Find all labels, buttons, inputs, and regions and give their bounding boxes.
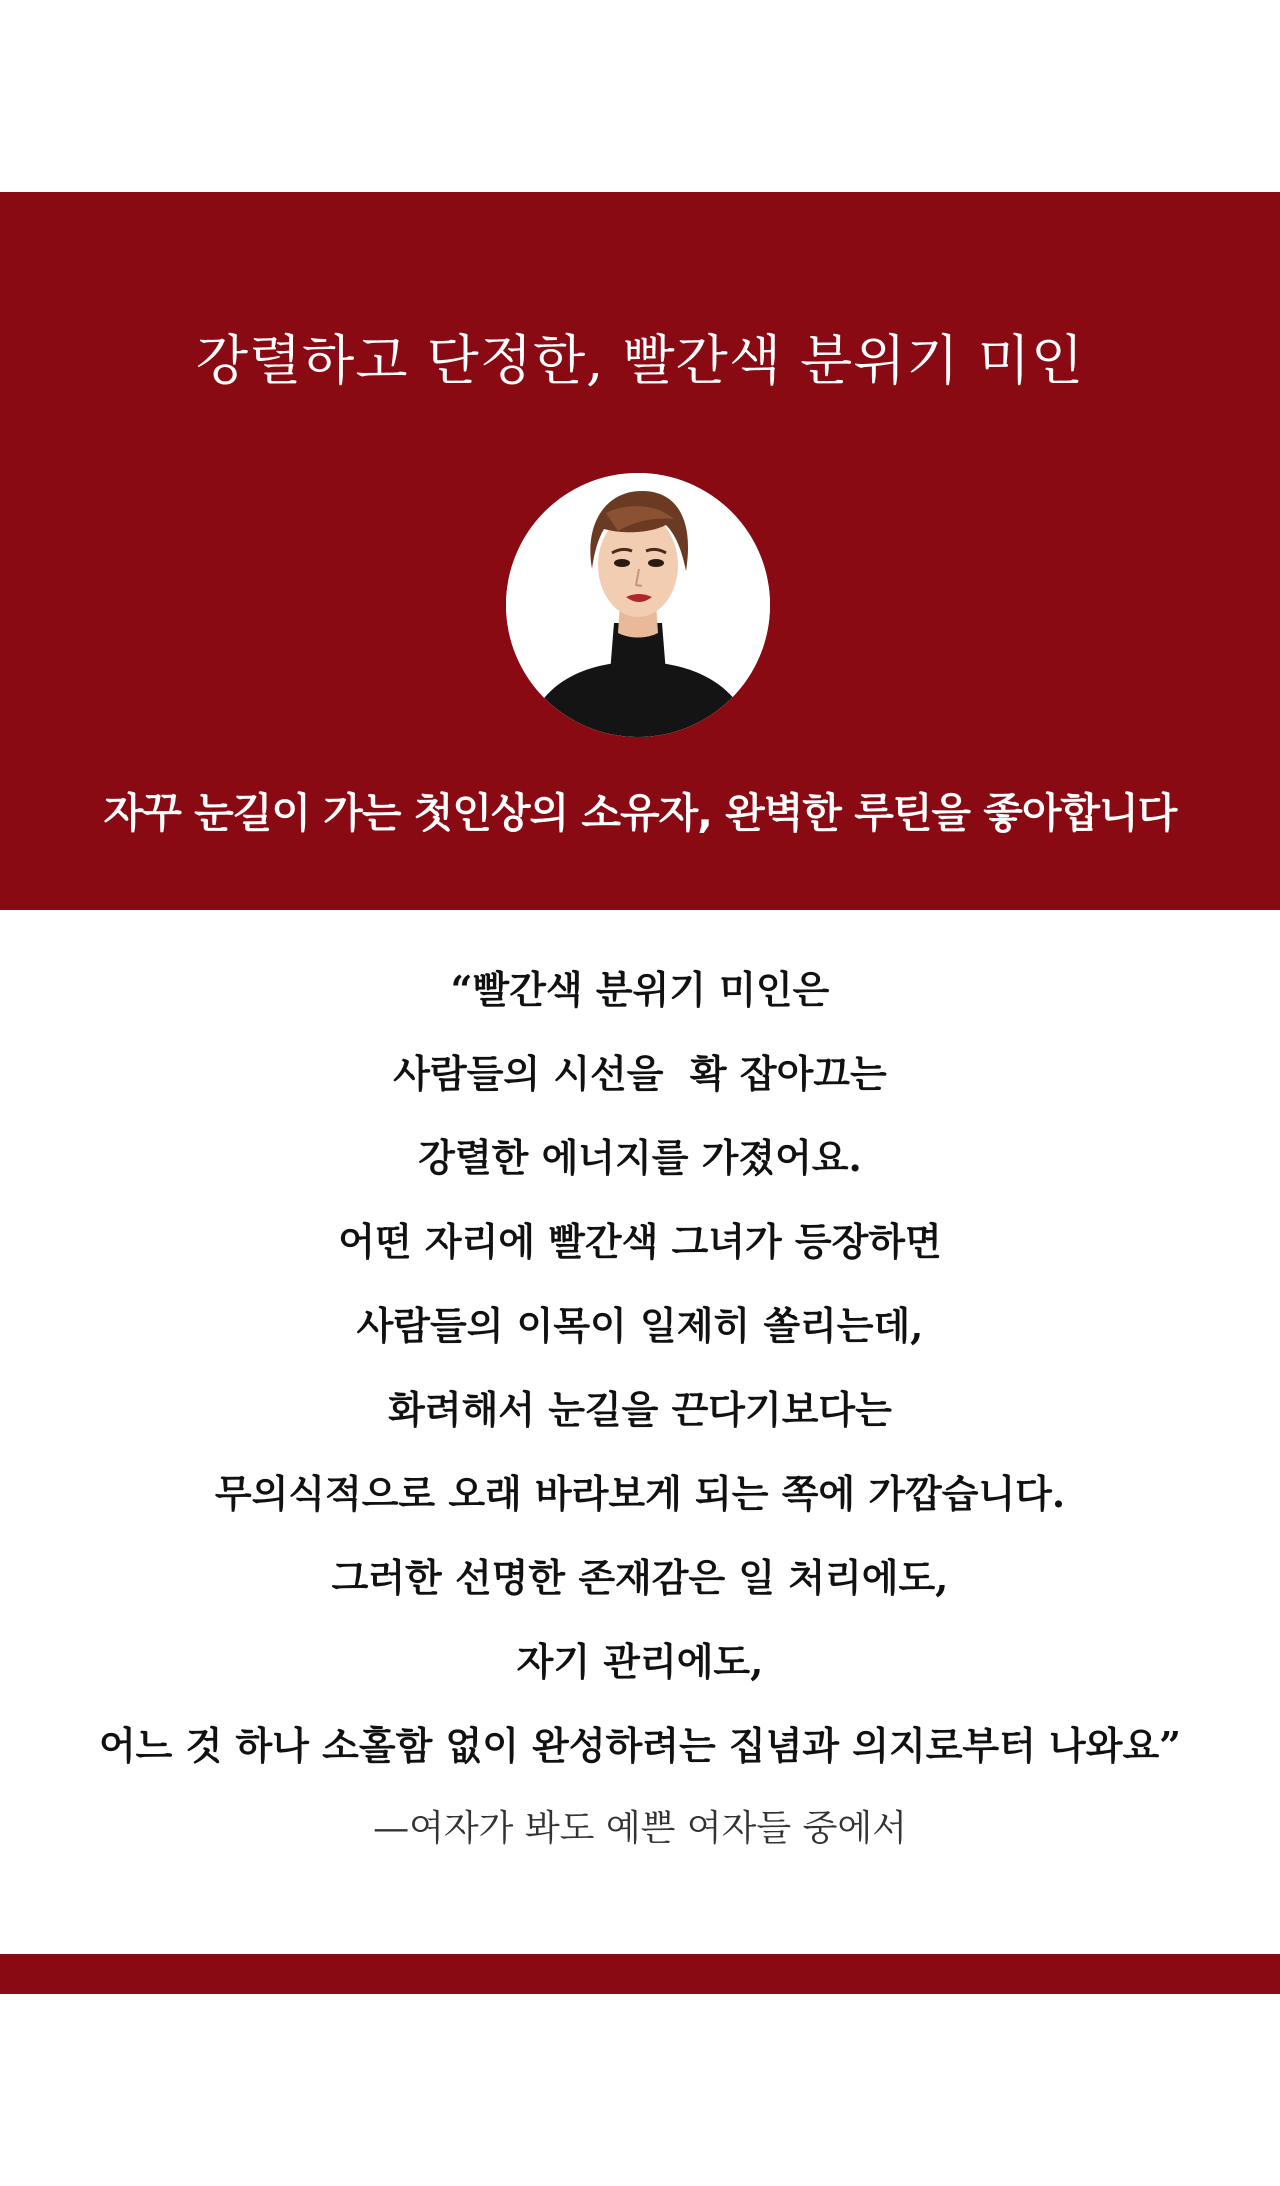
banner-subtitle: 자꾸 눈길이 가는 첫인상의 소유자, 완벽한 루틴을 좋아합니다 xyxy=(103,789,1177,837)
quote-line: 강렬한 에너지를 가졌어요. xyxy=(418,1135,862,1180)
portrait-avatar xyxy=(506,473,770,737)
quote-source: —여자가 봐도 예쁜 여자들 중에서 xyxy=(373,1808,907,1849)
quote-line: 그러한 선명한 존재감은 일 처리에도, xyxy=(331,1555,949,1600)
quote-line: “빨간색 분위기 미인은 xyxy=(450,967,830,1012)
woman-portrait-icon xyxy=(506,473,770,737)
quote-line: 화려해서 눈길을 끈다기보다는 xyxy=(388,1387,892,1432)
quote-line: 사람들의 시선을 확 잡아끄는 xyxy=(393,1051,887,1096)
quote-line: 무의식적으로 오래 바라보게 되는 쪽에 가깝습니다. xyxy=(214,1471,1066,1516)
quote-line: 어느 것 하나 소홀함 없이 완성하려는 집념과 의지로부터 나와요” xyxy=(98,1723,1182,1768)
quote-line: 자기 관리에도, xyxy=(516,1639,764,1684)
quote-line: 사람들의 이목이 일제히 쏠리는데, xyxy=(356,1303,924,1348)
quote-block xyxy=(0,958,1280,1798)
bottom-divider-bar xyxy=(0,1954,1280,1994)
banner-title: 강렬하고 단정한, 빨간색 분위기 미인 xyxy=(195,329,1085,392)
quote-line: 어떤 자리에 빨간색 그녀가 등장하면 xyxy=(338,1219,942,1264)
